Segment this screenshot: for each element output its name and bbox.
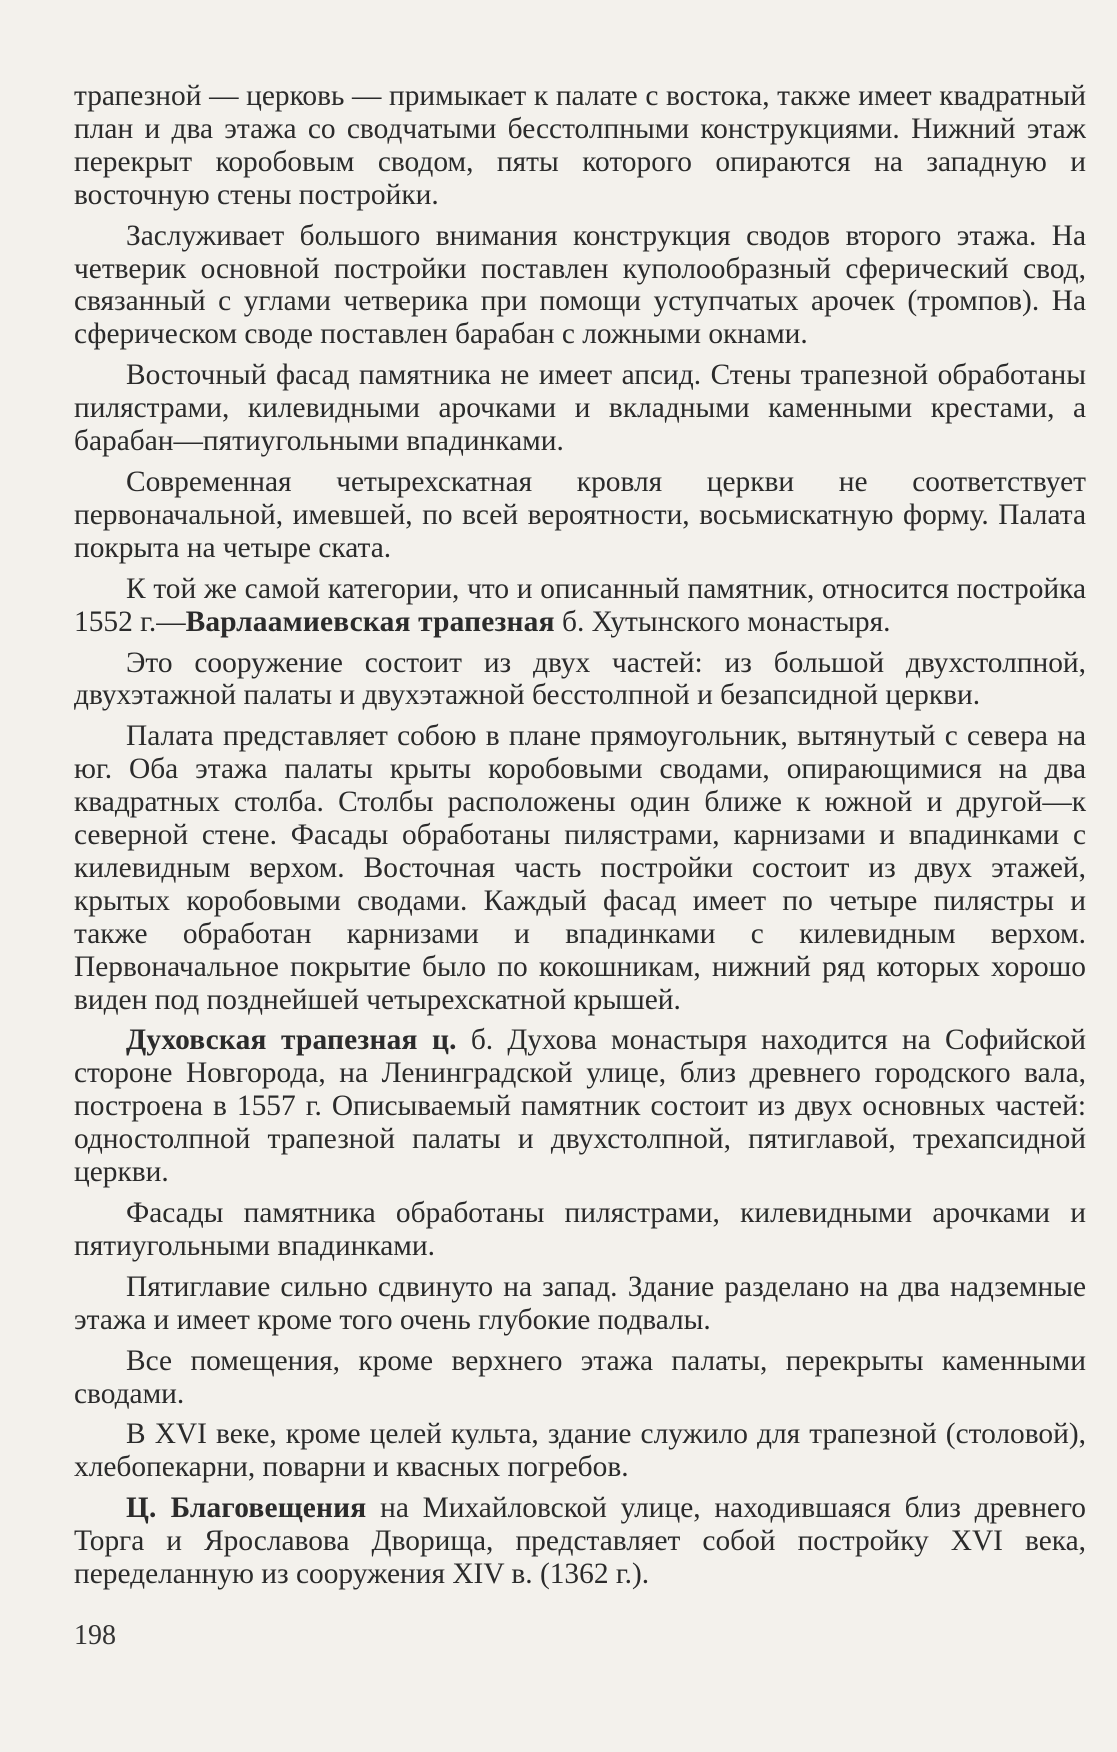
- paragraph-2: [74, 220, 1086, 352]
- text-run: Восточный фасад памятника не имеет апсид. Стены трапезной обработаны пилястрами, килевидными арочками и вкладными каменными крестами, а барабан—пятиугольными впадинками.: [74, 359, 1086, 458]
- paragraph-8: [74, 1024, 1086, 1189]
- paragraph-4: [74, 466, 1086, 565]
- paragraph-9: [74, 1197, 1086, 1263]
- bold-term: Духовская трапезная ц.: [126, 1024, 457, 1057]
- text-run: трапезной — церковь — примыкает к палате с востока, также имеет квадратный план и два этажа со сводчатыми бесстолпными конструкциями. Нижний этаж перекрыт коробовым сводом, пяты которого опираются на западную и восточную стены постройки.: [74, 80, 1086, 211]
- text-run: В XVI веке, кроме целей культа, здание служило для трапезной (столовой), хлебопекарни, поварни и квасных погребов.: [74, 1418, 1086, 1484]
- paragraph-10: [74, 1271, 1086, 1337]
- paragraph-3: [74, 359, 1086, 458]
- body-text: [74, 80, 1086, 1591]
- text-run: Все помещения, кроме верхнего этажа палаты, перекрыты каменными сводами.: [74, 1344, 1086, 1410]
- text-run: Пятиглавие сильно сдвинуто на запад. Здание разделано на два надземные этажа и имеет кроме того очень глубокие подвалы.: [74, 1270, 1086, 1336]
- paragraph-6: [74, 647, 1086, 713]
- paragraph-11: [74, 1345, 1086, 1411]
- paragraph-12: [74, 1418, 1086, 1484]
- text-run: Фасады памятника обработаны пилястрами, килевидными арочками и пятиугольными впадинками.: [74, 1197, 1086, 1262]
- paragraph-7: [74, 720, 1086, 1016]
- text-run: Современная четырехскатная кровля церкви не соответствует первоначальной, имевшей, по всей вероятности, восьмискатную форму. Палата покрыта на четыре ската.: [74, 465, 1086, 564]
- text-run: на Михайловской улице, находившаяся близ древнего Торга и Ярославова Дворища, представляет собой постройку XVI века, переделанную из сооружения XIV в. (1362 г.).: [74, 1492, 1086, 1591]
- text-run: К той же самой категории, что и описанный памятник, относится постройка 1552 г.—: [74, 572, 1086, 638]
- bold-term: Ц. Благовещения: [126, 1492, 367, 1525]
- text-run: Заслуживает большого внимания конструкция сводов второго этажа. На четверик основной постройки поставлен куполообразный сферический свод, связанный с углами четверика при помощи уступчатых арочек (тромпов). На сферическом своде поставлен барабан с ложными окнами.: [74, 219, 1086, 351]
- bold-term: Варлаамиевская трапезная: [185, 605, 555, 638]
- paragraph-5: [74, 573, 1086, 639]
- text-run: Палата представляет собою в плане прямоугольник, вытянутый с севера на юг. Оба этажа палаты крыты коробовыми сводами, опирающимися на два квадратных столба. Столбы расположены один ближе к южной и другой—к северной стене. Фасады обработаны пилястрами, карнизами и впадинками с килевидным верхом. Восточная часть постройки состоит из двух этажей, крытых коробовыми сводами. Каждый фасад имеет по четыре пилястры и также обработан карнизами и впадинками с килевидным верхом. Первоначальное покрытие было по кокошникам, нижний ряд которых хорошо виден под позднейшей четырехскатной крышей.: [74, 720, 1086, 1016]
- paragraph-13: [74, 1492, 1086, 1591]
- text-run: Это сооружение состоит из двух частей: из большой двухстолпной, двухэтажной палаты и двухэтажной бесстолпной и безапсидной церкви.: [74, 646, 1086, 712]
- text-run: б. Хутынского монастыря.: [554, 605, 891, 638]
- paragraph-1: [74, 80, 1086, 212]
- page-number: 198: [74, 1620, 116, 1651]
- text-run: б. Духова монастыря находится на Софийской стороне Новгорода, на Ленинградской улице, близ древнего городского вала, построена в 1557 г. Описываемый памятник состоит из двух основных частей: одностолпной трапезной палаты и двухстолпной, пятиглавой, трехапсидной церкви.: [74, 1024, 1086, 1189]
